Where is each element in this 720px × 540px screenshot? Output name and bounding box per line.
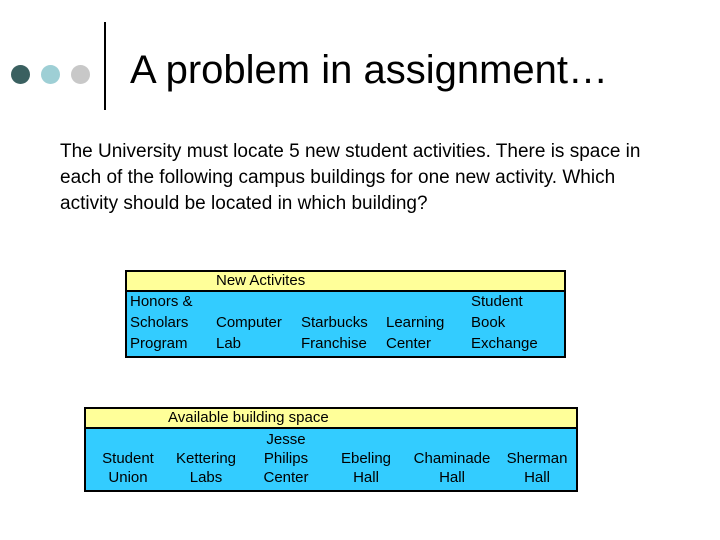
bullet-dot-light (71, 65, 90, 84)
table-body (86, 429, 576, 490)
table-cell: Learning (386, 314, 445, 331)
table-cell: Franchise (301, 335, 367, 352)
table-cell: Starbucks (301, 314, 368, 331)
table-cell: Hall (353, 469, 379, 486)
available-buildings-table (84, 407, 578, 492)
table-cell: Program (130, 335, 188, 352)
table-cell: Computer (216, 314, 282, 331)
table-cell: Scholars (130, 314, 189, 331)
bullet-dot-mid (41, 65, 60, 84)
table-cell: Student (471, 293, 523, 310)
table-cell: Labs (189, 469, 223, 486)
table-header-label: Available building space (168, 409, 329, 426)
new-activities-table (125, 270, 566, 358)
table-cell: Center (386, 335, 432, 352)
table-cell: Hall (524, 469, 550, 486)
table-cell: Sherman (506, 450, 568, 467)
bullet-dot-dark (11, 65, 30, 84)
slide-body-text: The University must locate 5 new student activities. There is space in each of the following campus buildings for one new activity. Which activity should be located in which building? (60, 141, 641, 214)
table-cell: Jesse (266, 431, 306, 448)
table-header (86, 409, 576, 429)
table-header (127, 272, 564, 292)
table-cell: Center (263, 469, 309, 486)
table-cell: Student (102, 450, 154, 467)
table-cell: Union (108, 469, 148, 486)
table-cell: Ebeling (340, 450, 392, 467)
table-cell: Book (471, 314, 506, 331)
table-cell: Lab (216, 335, 242, 352)
table-cell: Hall (439, 469, 465, 486)
slide-title: A problem in assignment… (130, 48, 609, 92)
title-divider (104, 22, 106, 110)
table-cell: Honors & (130, 293, 193, 310)
table-cell: Exchange (471, 335, 538, 352)
table-cell: Kettering (175, 450, 237, 467)
table-cell: Philips (263, 450, 309, 467)
table-body (127, 292, 564, 356)
table-cell: Chaminade (413, 450, 491, 467)
table-header-label: New Activites (216, 272, 306, 289)
